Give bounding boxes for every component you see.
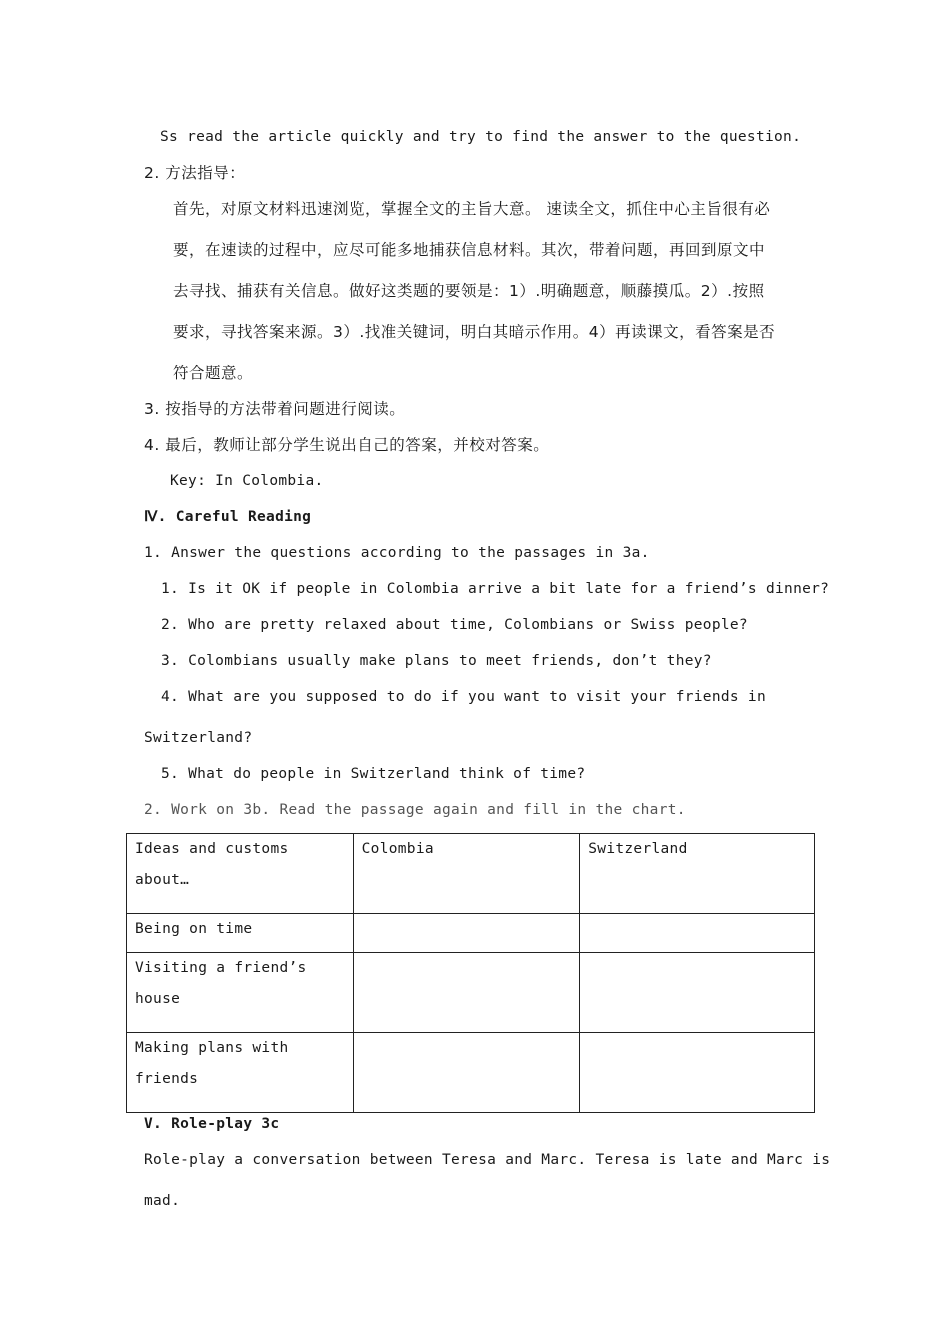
table-row bbox=[127, 1033, 815, 1113]
header-colombia: Colombia bbox=[361, 841, 434, 857]
method-text-line: 符合题意。 bbox=[173, 364, 254, 382]
comparison-table bbox=[126, 833, 815, 1113]
step-4: 4. 最后，教师让部分学生说出自己的答案，并校对答案。 bbox=[144, 436, 550, 454]
table-row bbox=[127, 914, 815, 953]
row-label-continued: friends bbox=[135, 1071, 199, 1087]
method-text-line: 要，在速读的过程中，应尽可能多地捕获信息材料。其次，带着问题，再回到原文中 bbox=[173, 241, 766, 259]
table-cell bbox=[127, 1033, 354, 1113]
chart-instruction: 2. Work on 3b. Read the passage again and fill in the chart. bbox=[144, 802, 686, 818]
header-switzerland: Switzerland bbox=[588, 841, 688, 857]
header-ideas-line2: about… bbox=[135, 872, 190, 888]
method-heading: 2. 方法指导： bbox=[144, 164, 246, 182]
question-intro: 1. Answer the questions according to the passages in 3a. bbox=[144, 545, 650, 561]
section-heading-role-play: V. Role-play 3c bbox=[144, 1116, 280, 1132]
role-play-text-continued: mad. bbox=[144, 1193, 181, 1209]
row-label: Visiting a friend’s bbox=[135, 960, 307, 976]
table-cell bbox=[127, 953, 354, 1033]
table-row bbox=[127, 953, 815, 1033]
question-2: 2. Who are pretty relaxed about time, Colombians or Swiss people? bbox=[161, 617, 748, 633]
step-3: 3. 按指导的方法带着问题进行阅读。 bbox=[144, 400, 406, 418]
row-label: Making plans with bbox=[135, 1040, 289, 1056]
question-3: 3. Colombians usually make plans to meet friends, don’t they? bbox=[161, 653, 712, 669]
table-cell[interactable] bbox=[353, 953, 580, 1033]
table-cell[interactable] bbox=[580, 914, 815, 953]
table-cell[interactable] bbox=[580, 1033, 815, 1113]
table-row bbox=[127, 834, 815, 914]
answer-key: Key: In Colombia. bbox=[170, 473, 324, 489]
table-cell bbox=[127, 914, 354, 953]
table-cell[interactable] bbox=[353, 1033, 580, 1113]
table-header-cell bbox=[127, 834, 354, 914]
question-4: 4. What are you supposed to do if you want to visit your friends in bbox=[161, 689, 766, 705]
row-label-continued: house bbox=[135, 991, 181, 1007]
question-1: 1. Is it OK if people in Colombia arrive a bit late for a friend’s dinner? bbox=[161, 581, 830, 597]
method-text-line: 首先，对原文材料迅速浏览，掌握全文的主旨大意。 速读全文，抓住中心主旨很有必 bbox=[173, 200, 771, 218]
question-5: 5. What do people in Switzerland think of time? bbox=[161, 766, 586, 782]
method-text-line: 要求，寻找答案来源。3）.找准关键词，明白其暗示作用。4）再读课文，看答案是否 bbox=[173, 323, 776, 341]
table-header-cell bbox=[353, 834, 580, 914]
method-text-line: 去寻找、捕获有关信息。做好这类题的要领是：1）.明确题意，顺藤摸瓜。2）.按照 bbox=[173, 282, 765, 300]
table-header-cell bbox=[580, 834, 815, 914]
row-label: Being on time bbox=[135, 921, 253, 937]
instruction-line: Ss read the article quickly and try to find the answer to the question. bbox=[160, 129, 802, 145]
table-cell[interactable] bbox=[353, 914, 580, 953]
role-play-text: Role-play a conversation between Teresa and Marc. Teresa is late and Marc is bbox=[144, 1152, 831, 1168]
question-4-continued: Switzerland? bbox=[144, 730, 253, 746]
table-cell[interactable] bbox=[580, 953, 815, 1033]
header-ideas-line1: Ideas and customs bbox=[135, 841, 289, 857]
section-heading-careful-reading: Ⅳ. Careful Reading bbox=[144, 509, 312, 525]
